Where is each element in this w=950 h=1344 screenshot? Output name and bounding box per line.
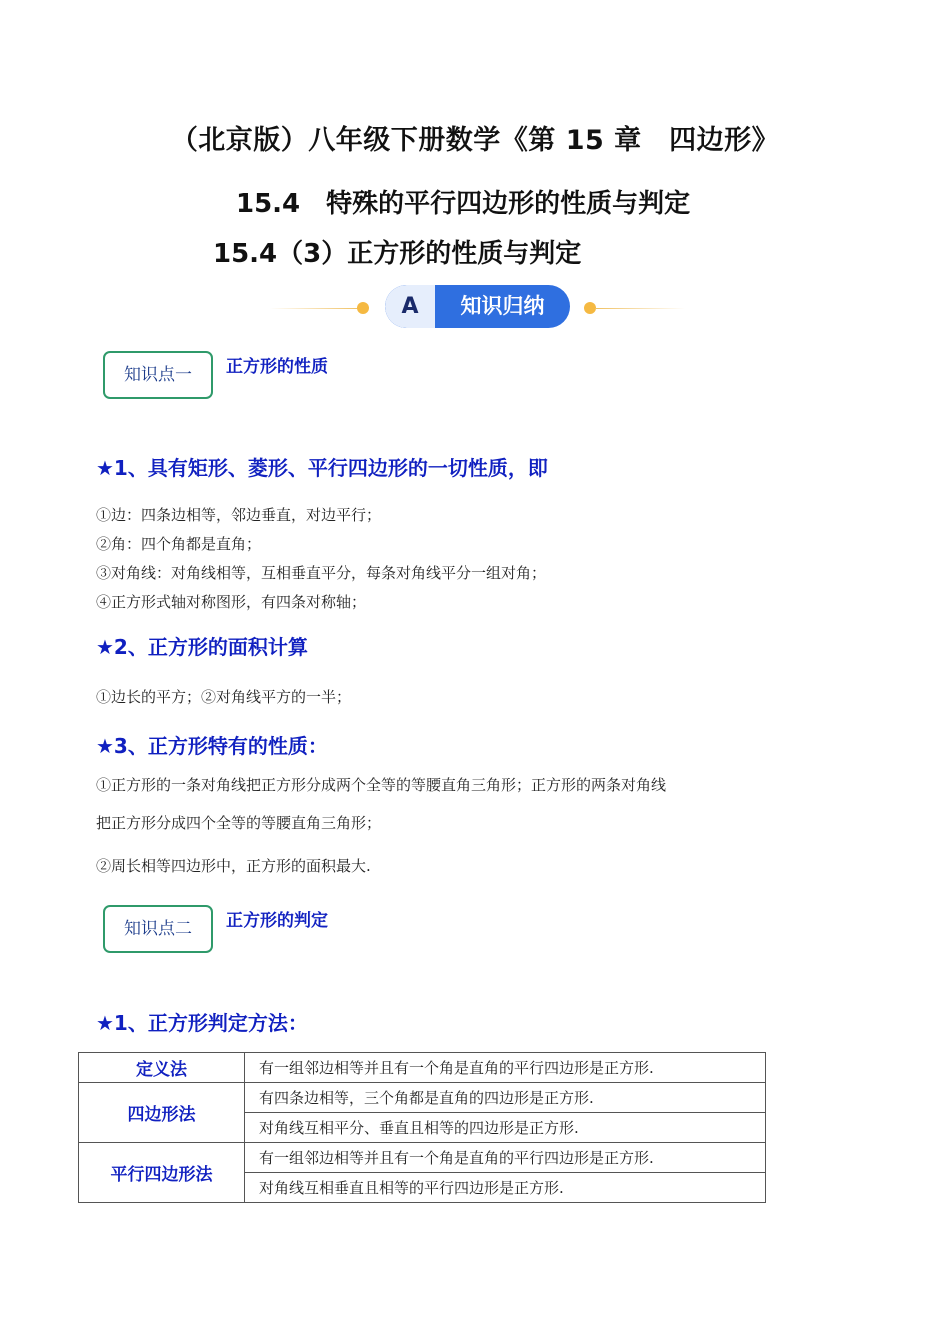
method-rule: 对角线互相垂直且相等的平行四边形是正方形.	[245, 1173, 766, 1203]
main-title: （北京版）八年级下册数学《第 15 章 四边形》	[170, 125, 780, 156]
criteria-heading: ★1、正方形判定方法：	[96, 1011, 308, 1035]
section-banner	[0, 283, 950, 333]
special-property-heading: ★3、正方形特有的性质：	[96, 734, 328, 758]
method-rule: 有四条边相等，三个角都是直角的四边形是正方形.	[245, 1083, 766, 1113]
table-row	[79, 1053, 766, 1083]
banner-line-right	[595, 308, 685, 309]
knowledge-point-title: 正方形的判定	[226, 911, 328, 931]
section-title: 15.4 特殊的平行四边形的性质与判定	[236, 189, 691, 219]
criteria-table	[78, 1052, 766, 1203]
banner-line-left	[270, 308, 360, 309]
special-property-line: 把正方形分成四个全等的等腰直角三角形；	[96, 814, 382, 832]
special-property-line: ②周长相等四边形中，正方形的面积最大.	[96, 857, 371, 875]
knowledge-point-tag: 知识点一	[103, 351, 213, 399]
method-rule: 对角线互相平分、垂直且相等的四边形是正方形.	[245, 1113, 766, 1143]
method-name: 定义法	[79, 1053, 245, 1083]
area-heading: ★2、正方形的面积计算	[96, 635, 308, 659]
method-rule: 有一组邻边相等并且有一个角是直角的平行四边形是正方形.	[245, 1053, 766, 1083]
knowledge-point-title: 正方形的性质	[226, 357, 328, 377]
area-line: ①边长的平方；②对角线平方的一半；	[96, 688, 352, 706]
method-name: 四边形法	[79, 1083, 245, 1143]
banner-letter: A	[385, 285, 435, 328]
banner-label: 知识归纳	[460, 294, 545, 318]
table-row	[79, 1083, 766, 1113]
property-heading: ★1、具有矩形、菱形、平行四边形的一切性质，即	[96, 456, 548, 480]
knowledge-point-tag: 知识点二	[103, 905, 213, 953]
table-row	[79, 1143, 766, 1173]
property-line: ②角：四个角都是直角；	[96, 535, 262, 553]
property-line: ③对角线：对角线相等，互相垂直平分，每条对角线平分一组对角；	[96, 564, 547, 582]
method-name: 平行四边形法	[79, 1143, 245, 1203]
property-line: ①边：四条边相等，邻边垂直，对边平行；	[96, 506, 382, 524]
subsection-title: 15.4（3）正方形的性质与判定	[213, 239, 582, 269]
banner-pill	[385, 285, 570, 328]
special-property-line: ①正方形的一条对角线把正方形分成两个全等的等腰直角三角形；正方形的两条对角线	[96, 776, 667, 794]
method-rule: 有一组邻边相等并且有一个角是直角的平行四边形是正方形.	[245, 1143, 766, 1173]
property-line: ④正方形式轴对称图形，有四条对称轴；	[96, 593, 367, 611]
banner-dot-left	[357, 302, 369, 314]
